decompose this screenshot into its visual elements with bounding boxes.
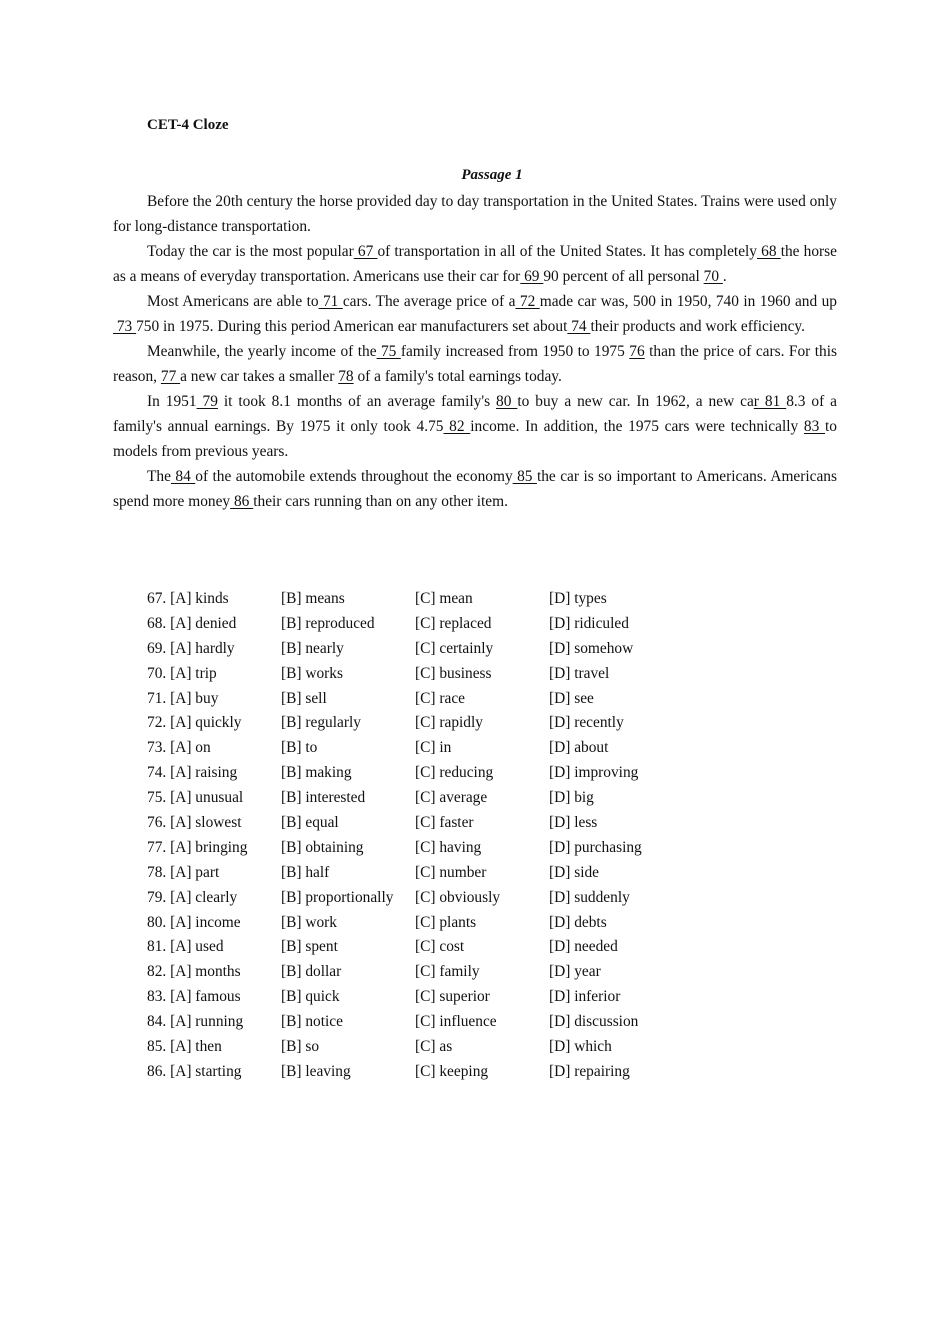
option-b: [B] means [281,590,345,607]
option-b: [B] sell [281,689,327,707]
option-a: 73. [A] on [147,739,211,757]
option-a: 80. [A] income [147,913,241,931]
option-a: 83. [A] famous [147,988,241,1006]
paragraph-text: their products and work efficiency. [590,318,805,335]
blank-number: 69 [520,268,544,285]
option-c: [C] family [415,963,480,981]
paragraph-text: Most Americans are able to [147,293,319,310]
paragraph-text: Today the car is the most popular [147,243,354,260]
option-c: [C] plants [415,913,477,931]
paragraph-text: The [147,468,171,485]
option-d: [D] somehow [549,639,634,657]
option-a: 77. [A] bringing [147,838,248,856]
option-b: [B] obtaining [281,838,364,856]
paragraph [113,289,837,339]
blank-number: 72 [515,293,540,310]
option-b: [B] making [281,764,352,782]
paragraph-text: 750 in 1975. During this period American ear manufacturers set about [136,318,568,335]
option-d: [D] needed [549,938,618,956]
option-d: [D] ridiculed [549,614,629,632]
option-c: [C] number [415,863,487,881]
option-d: [D] improving [549,764,639,782]
blank-number: 67 [353,243,378,260]
blank-number: 80 [496,393,518,410]
option-c: [C] cost [415,938,465,956]
blank-number: 74 [567,318,591,335]
option-d: [D] types [549,590,607,607]
paragraph [113,239,837,289]
paragraph-text: made car was, 500 in 1950, 740 in 1960 and up [539,293,838,310]
option-d: [D] recently [549,714,624,732]
paragraph-text: Meanwhile, the yearly income of the [147,343,377,360]
option-c: [C] having [415,838,482,856]
paragraph-text: cars. The average price of a [342,293,516,310]
blank-number: 83 [803,418,825,435]
paragraph [113,464,837,514]
option-d: [D] big [549,789,594,807]
document-title: CET-4 Cloze [147,117,229,133]
option-a: 79. [A] clearly [147,888,238,906]
blank-number: 82 [443,418,471,435]
option-c: [C] rapidly [415,714,483,732]
paragraph-text: it took 8.1 months of an average family's [217,393,497,410]
paragraph-text: the horse as a means of everyday transportation. Americans use their car for [113,243,837,285]
paragraph-text: a new car takes a smaller [180,368,339,385]
paragraph-text: income. In addition, the 1975 cars were technically [470,418,804,435]
option-a: 71. [A] buy [147,689,219,707]
option-b: [B] equal [281,814,339,832]
option-c: [C] replaced [415,614,492,632]
option-d: [D] repairing [549,1062,630,1080]
option-a: 70. [A] trip [147,664,217,682]
blank-number: 68 [757,243,781,260]
option-b: [B] quick [281,988,340,1006]
option-a: 75. [A] unusual [147,789,244,807]
option-b: [B] works [281,664,343,682]
blank-number: 73 [113,318,137,335]
passage-text [113,189,837,514]
paragraph-text: of transportation in all of the United States. It has completely [377,243,757,260]
paragraph-text: the car is so important to Americans. Americans spend more money [113,468,837,510]
option-c: [C] faster [415,814,474,832]
option-d: [D] purchasing [549,838,642,856]
option-c: [C] as [415,1038,453,1056]
option-d: [D] year [549,963,601,981]
paragraph-text: of the automobile extends throughout the economy [195,468,513,485]
option-c: [C] certainly [415,639,494,657]
option-d: [D] which [549,1038,612,1056]
option-d: [D] suddenly [549,888,630,906]
option-a: 68. [A] denied [147,614,237,632]
option-c: [C] average [415,789,488,807]
paragraph-text: to models from previous years. [113,418,837,460]
option-b: [B] interested [281,789,366,807]
option-d: [D] side [549,863,600,881]
paragraph-text: to buy a new car. In 1962, a new ca [517,393,754,410]
option-c: [C] in [415,739,452,757]
option-b: [B] leaving [281,1062,351,1080]
blank-number: r 81 [753,393,787,410]
blank-number: 85 [512,468,537,485]
blank-number: 78 [338,368,354,385]
blank-number: 70 [703,268,723,285]
passage-heading: Passage 1 [461,167,523,183]
option-b: [B] notice [281,1013,343,1031]
blank-number: 86 [230,493,254,510]
option-b: [B] work [281,913,337,931]
option-a: 76. [A] slowest [147,814,242,832]
option-a: 81. [A] used [147,938,224,956]
option-b: [B] proportionally [281,888,394,906]
option-c: [C] superior [415,988,490,1006]
option-a: 74. [A] raising [147,764,238,782]
option-b: [B] half [281,863,330,881]
paragraph [113,339,837,389]
option-d: [D] less [549,814,598,832]
option-b: [B] dollar [281,963,342,981]
option-d: [D] see [549,689,594,707]
option-c: [C] obviously [415,888,501,906]
paragraph-text: family increased from 1950 to 1975 [400,343,630,360]
paragraph-text: 90 percent of all personal [543,268,704,285]
option-c: [C] keeping [415,1062,489,1080]
option-d: [D] debts [549,913,607,931]
option-a: 86. [A] starting [147,1062,242,1080]
option-a: 67. [A] kinds [147,590,229,607]
option-b: [B] so [281,1038,320,1056]
paragraph [113,189,837,239]
option-b: [B] spent [281,938,338,956]
option-d: [D] inferior [549,988,621,1006]
paragraph-text: of a family's total earnings today. [353,368,562,385]
blank-number: 79 [196,393,218,410]
option-a: 85. [A] then [147,1038,222,1056]
option-a: 82. [A] months [147,963,241,981]
paragraph-text: than the price of cars. For this reason, [113,343,837,385]
option-a: 72. [A] quickly [147,714,242,732]
blank-number: 75 [376,343,401,360]
blank-number: 71 [318,293,343,310]
option-c: [C] influence [415,1013,497,1031]
option-a: 84. [A] running [147,1013,244,1031]
option-c: [C] reducing [415,764,494,782]
option-d: [D] travel [549,664,610,682]
option-c: [C] mean [415,590,473,607]
option-d: [D] about [549,739,609,757]
blank-number: 77 [160,368,181,385]
paragraph-text: 8.3 of a family's annual earnings. By 1975 it only took 4.75 [113,393,838,435]
paragraph-text: In 1951 [147,393,197,410]
option-a: 69. [A] hardly [147,639,235,657]
blank-number: 76 [629,343,645,360]
paragraph-text: Before the 20th century the horse provided day to day transportation in the United States. Trains were used only for long-distance transportation. [113,193,837,235]
paragraph-text: . [722,268,727,285]
option-a: 78. [A] part [147,863,220,881]
option-c: [C] race [415,689,465,707]
option-d: [D] discussion [549,1013,639,1031]
paragraph [113,389,837,464]
option-b: [B] reproduced [281,614,375,632]
paragraph-text: their cars running than on any other item. [253,493,508,510]
option-b: [B] to [281,739,318,757]
option-b: [B] nearly [281,639,344,657]
blank-number: 84 [170,468,196,485]
option-b: [B] regularly [281,714,361,732]
option-c: [C] business [415,664,492,682]
